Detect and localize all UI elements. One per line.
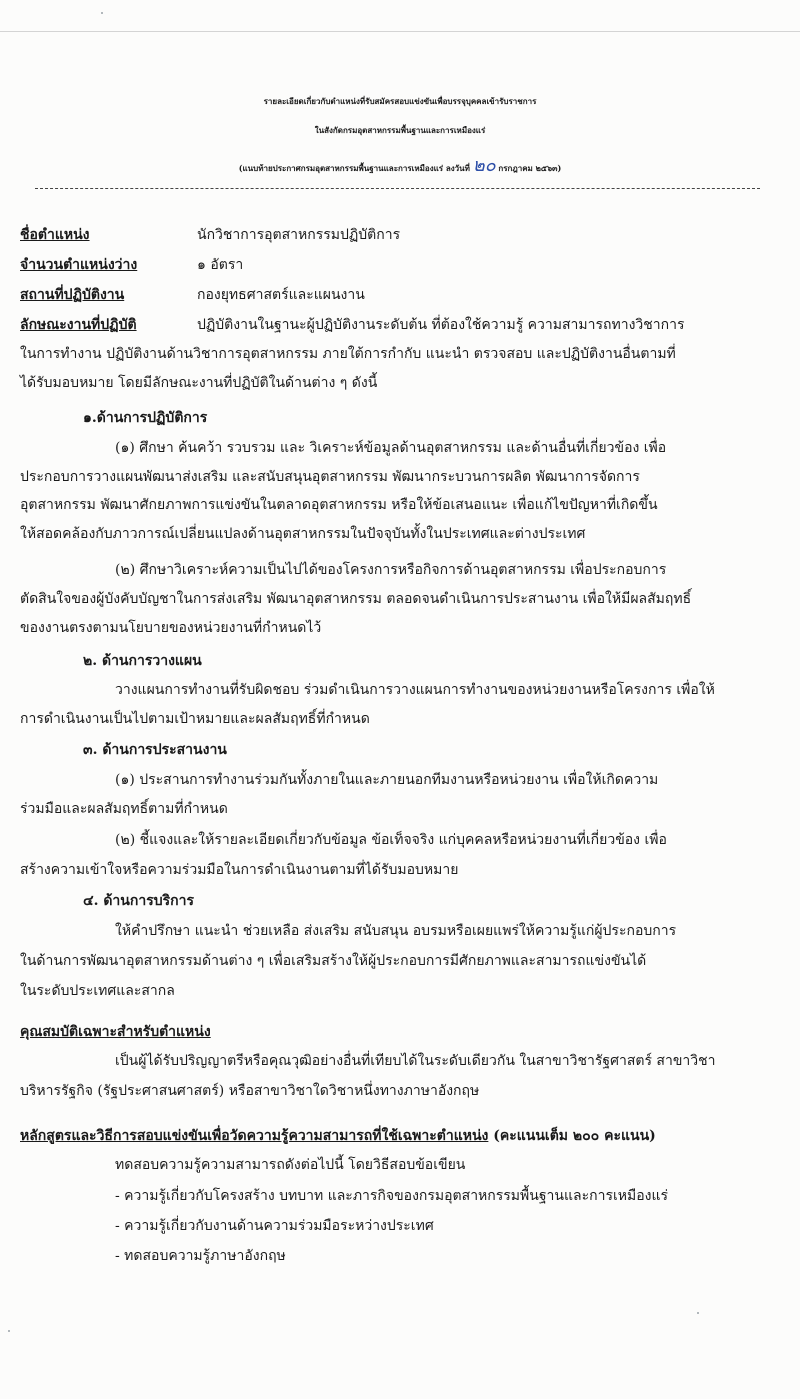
scan-speck [697, 1312, 699, 1314]
section-4-paragraph: ให้คำปรึกษา แนะนำ ช่วยเหลือ ส่งเสริม สนับสนุน อบรมหรือเผยแพร่ให้ความรู้แก่ผู้ประกอบการ [115, 923, 677, 939]
section-3-paragraph: (๒) ชี้แจงและให้รายละเอียดเกี่ยวกับข้อมูล ข้อเท็จจริง แก่บุคคลหรือหน่วยงานที่เกี่ยวข้อง เพื่อ [115, 832, 667, 848]
handwritten-day: ๒๐ [472, 155, 496, 176]
position-name-label: ชื่อตำแหน่ง [20, 227, 90, 243]
section-3-paragraph: (๑) ประสานการทำงานร่วมกันทั้งภายในและภายนอกทีมงานหรือหน่วยงาน เพื่อให้เกิดความ [115, 772, 659, 788]
workplace-row [20, 285, 124, 305]
section-4-paragraph: ในระดับประเทศและสากล [20, 983, 175, 999]
vacancy-count-value: ๑ อัตรา [197, 257, 244, 273]
section-1-paragraph: ของงานตรงตามนโยบายของหน่วยงานที่กำหนดไว้ [20, 620, 322, 636]
header-line-2: ในสังกัดกรมอุตสาหกรรมพื้นฐานและการเหมืองแร่ [314, 125, 486, 135]
position-name-value: นักวิชาการอุตสาหกรรมปฏิบัติการ [197, 227, 401, 243]
section-3-title: ๓. ด้านการประสานงาน [83, 742, 227, 758]
section-4-title: ๔. ด้านการบริการ [83, 893, 194, 909]
section-2-paragraph: วางแผนการทำงานที่รับผิดชอบ ร่วมดำเนินการวางแผนการทำงานของหน่วยงานหรือโครงการ เพื่อให้ [115, 682, 715, 698]
section-1-paragraph: (๒) ศึกษาวิเคราะห์ความเป็นไปได้ของโครงการหรือกิจการด้านอุตสาหกรรม เพื่อประกอบการ [115, 562, 667, 578]
section-4-paragraph: ในด้านการพัฒนาอุตสาหกรรมด้านต่าง ๆ เพื่อเสริมสร้างให้ผู้ประกอบการมีศักยภาพและสามารถแข่งขันได้ [20, 953, 647, 969]
section-2-paragraph: การดำเนินงานเป็นไปตามเป้าหมายและผลสัมฤทธิ์ที่กำหนด [20, 711, 370, 727]
workplace-label: สถานที่ปฏิบัติงาน [20, 287, 125, 303]
exam-list-item: - ความรู้เกี่ยวกับงานด้านความร่วมมือระหว่างประเทศ [115, 1218, 434, 1234]
exam-score: (คะแนนเต็ม ๒๐๐ คะแนน) [493, 1128, 656, 1144]
header-line-3-prefix: (แนบท้ายประกาศกรมอุตสาหกรรมพื้นฐานและการเหมืองแร่ ลงวันที่ [238, 163, 470, 173]
scan-speck [8, 1330, 10, 1332]
section-1-paragraph: ตัดสินใจของผู้บังคับบัญชาในการส่งเสริม พัฒนาอุตสาหกรรม ตลอดจนดำเนินการประสานงาน เพื่อให้มีผลสัมฤทธิ์ [20, 591, 692, 607]
scan-edge-line [0, 31, 800, 32]
exam-heading [20, 1126, 656, 1146]
exam-intro: ทดสอบความรู้ความสามารถดังต่อไปนี้ โดยวิธีสอบข้อเขียน [115, 1157, 466, 1173]
section-3-paragraph: สร้างความเข้าใจหรือความร่วมมือในการดำเนินงานตามที่ได้รับมอบหมาย [20, 862, 459, 878]
workplace-value: กองยุทธศาสตร์และแผนงาน [197, 287, 365, 303]
section-2-title: ๒. ด้านการวางแผน [83, 653, 202, 669]
vacancy-count-row [20, 255, 137, 275]
qualification-text: เป็นผู้ได้รับปริญญาตรีหรือคุณวุฒิอย่างอื่นที่เทียบได้ในระดับเดียวกัน ในสาขาวิชารัฐศาสตร์ สาขาวิชา [115, 1053, 716, 1069]
qualification-text: บริหารรัฐกิจ (รัฐประศาสนศาสตร์) หรือสาขาวิชาใดวิชาหนึ่งทางภาษาอังกฤษ [20, 1083, 480, 1099]
section-3-paragraph: ร่วมมือและผลสัมฤทธิ์ตามที่กำหนด [20, 801, 228, 817]
job-nature-text: ได้รับมอบหมาย โดยมีลักษณะงานที่ปฏิบัติในด้านต่าง ๆ ดังนี้ [20, 375, 378, 391]
header-line-3 [0, 150, 800, 179]
section-1-paragraph: ให้สอดคล้องกับภาวการณ์เปลี่ยนแปลงด้านอุตสาหกรรมในปัจจุบันทั้งในประเทศและต่างประเทศ [20, 526, 586, 542]
section-1-paragraph: (๑) ศึกษา ค้นคว้า รวบรวม และ วิเคราะห์ข้อมูลด้านอุตสาหกรรม และด้านอื่นที่เกี่ยวข้อง เพื่อ [115, 440, 667, 456]
section-1-title: ๑.ด้านการปฏิบัติการ [83, 410, 208, 426]
header-line-3-suffix: กรกฎาคม ๒๕๖๓) [498, 163, 562, 173]
exam-list-item: - ความรู้เกี่ยวกับโครงสร้าง บทบาท และภารกิจของกรมอุตสาหกรรมพื้นฐานและการเหมืองแร่ [115, 1188, 668, 1204]
exam-list-item: - ทดสอบความรู้ภาษาอังกฤษ [115, 1248, 286, 1264]
job-nature-row [20, 315, 137, 335]
dashed-divider [35, 188, 760, 189]
header-line-1: รายละเอียดเกี่ยวกับตำแหน่งที่รับสมัครสอบแข่งขันเพื่อบรรจุบุคคลเข้ารับราชการ [263, 96, 537, 106]
vacancy-count-label: จำนวนตำแหน่งว่าง [20, 257, 138, 273]
qualification-heading [20, 1022, 211, 1042]
scan-speck [101, 12, 103, 14]
position-name-row [20, 225, 90, 245]
section-1-paragraph: ประกอบการวางแผนพัฒนาส่งเสริม และสนับสนุนอุตสาหกรรม พัฒนากระบวนการผลิต พัฒนาการจัดการ [20, 469, 640, 485]
job-nature-text: ในการทำงาน ปฏิบัติงานด้านวิชาการอุตสาหกรรม ภายใต้การกำกับ แนะนำ ตรวจสอบ และปฏิบัติงานอื่นตามที่ [20, 346, 676, 362]
job-nature-label: ลักษณะงานที่ปฏิบัติ [20, 317, 137, 333]
qualification-title: คุณสมบัติเฉพาะสำหรับตำแหน่ง [20, 1024, 211, 1040]
job-nature-text: ปฏิบัติงานในฐานะผู้ปฏิบัติงานระดับต้น ที่ต้องใช้ความรู้ ความสามารถทางวิชาการ [197, 317, 685, 333]
exam-title: หลักสูตรและวิธีการสอบแข่งขันเพื่อวัดความรู้ความสามารถที่ใช้เฉพาะตำแหน่ง [20, 1128, 489, 1144]
section-1-paragraph: อุตสาหกรรม พัฒนาศักยภาพการแข่งขันในตลาดอุตสาหกรรม หรือให้ข้อเสนอแนะ เพื่อแก้ไขปัญหาที่เกิดขึ้น [20, 497, 658, 513]
